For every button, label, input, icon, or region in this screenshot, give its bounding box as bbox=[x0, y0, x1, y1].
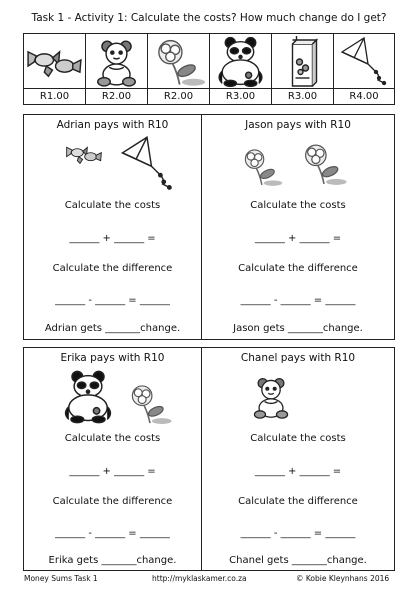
kite-icon bbox=[334, 36, 394, 88]
change-result: Erika gets _______change. bbox=[48, 555, 177, 566]
sum-line: ______ + ______ = bbox=[69, 466, 156, 477]
panda-icon bbox=[210, 36, 271, 88]
kite-icon bbox=[112, 135, 182, 193]
price-cell-candy bbox=[24, 34, 86, 104]
price-cell-flower bbox=[148, 34, 210, 104]
candy-icon bbox=[64, 139, 104, 169]
price-cell-juice bbox=[272, 34, 334, 104]
box-header: Erika pays with R10 bbox=[60, 352, 165, 364]
activity-box-chanel bbox=[201, 347, 395, 571]
change-result: Chanel gets _______change. bbox=[229, 555, 367, 566]
price-cell-kite bbox=[334, 34, 394, 104]
flower-icon bbox=[124, 382, 174, 426]
difference-line: ______ - ______ = ______ bbox=[240, 295, 356, 306]
difference-label: Calculate the difference bbox=[52, 496, 173, 507]
difference-label: Calculate the difference bbox=[52, 263, 173, 274]
footer-copyright: © Kobie Kleynhans 2016 bbox=[296, 574, 390, 583]
bear-icon bbox=[86, 36, 147, 88]
activity-box-jason bbox=[201, 114, 395, 340]
flower-icon bbox=[294, 141, 352, 187]
price-label: R4.00 bbox=[334, 88, 394, 104]
price-label: R1.00 bbox=[24, 88, 85, 104]
box-header: Chanel pays with R10 bbox=[240, 352, 356, 364]
costs-label: Calculate the costs bbox=[64, 433, 161, 444]
sum-line: ______ + ______ = bbox=[254, 466, 342, 477]
candy-icon bbox=[24, 36, 85, 88]
footer-left: Money Sums Task 1 bbox=[24, 574, 98, 583]
box-header: Adrian pays with R10 bbox=[56, 119, 169, 131]
costs-label: Calculate the costs bbox=[250, 200, 346, 211]
change-result: Jason gets _______change. bbox=[233, 323, 363, 334]
juice-box-icon bbox=[272, 36, 333, 88]
flower-icon bbox=[238, 145, 284, 189]
bear-icon bbox=[248, 372, 294, 422]
price-label: R2.00 bbox=[86, 88, 147, 104]
difference-label: Calculate the difference bbox=[238, 263, 358, 274]
panda-icon bbox=[56, 370, 120, 424]
difference-line: ______ - ______ = ______ bbox=[55, 528, 170, 539]
activity-box-erika bbox=[23, 347, 202, 571]
price-cell-bear bbox=[86, 34, 148, 104]
price-cell-panda bbox=[210, 34, 272, 104]
difference-line: ______ - ______ = ______ bbox=[55, 295, 170, 306]
sum-line: ______ + ______ = bbox=[69, 233, 156, 244]
price-label: R3.00 bbox=[210, 88, 271, 104]
box-header: Jason pays with R10 bbox=[245, 119, 351, 131]
costs-label: Calculate the costs bbox=[250, 433, 346, 444]
price-label: R2.00 bbox=[148, 88, 209, 104]
activity-box-adrian bbox=[23, 114, 202, 340]
price-strip bbox=[23, 33, 395, 105]
sum-line: ______ + ______ = bbox=[254, 233, 342, 244]
flower-icon bbox=[148, 36, 209, 88]
footer-link[interactable]: http://myklaskamer.co.za bbox=[152, 574, 247, 583]
page-title: Task 1 - Activity 1: Calculate the costs? How much change do I get? bbox=[31, 12, 387, 24]
price-label: R3.00 bbox=[272, 88, 333, 104]
change-result: Adrian gets _______change. bbox=[44, 323, 181, 334]
costs-label: Calculate the costs bbox=[64, 200, 161, 211]
difference-label: Calculate the difference bbox=[238, 496, 358, 507]
difference-line: ______ - ______ = ______ bbox=[240, 528, 356, 539]
